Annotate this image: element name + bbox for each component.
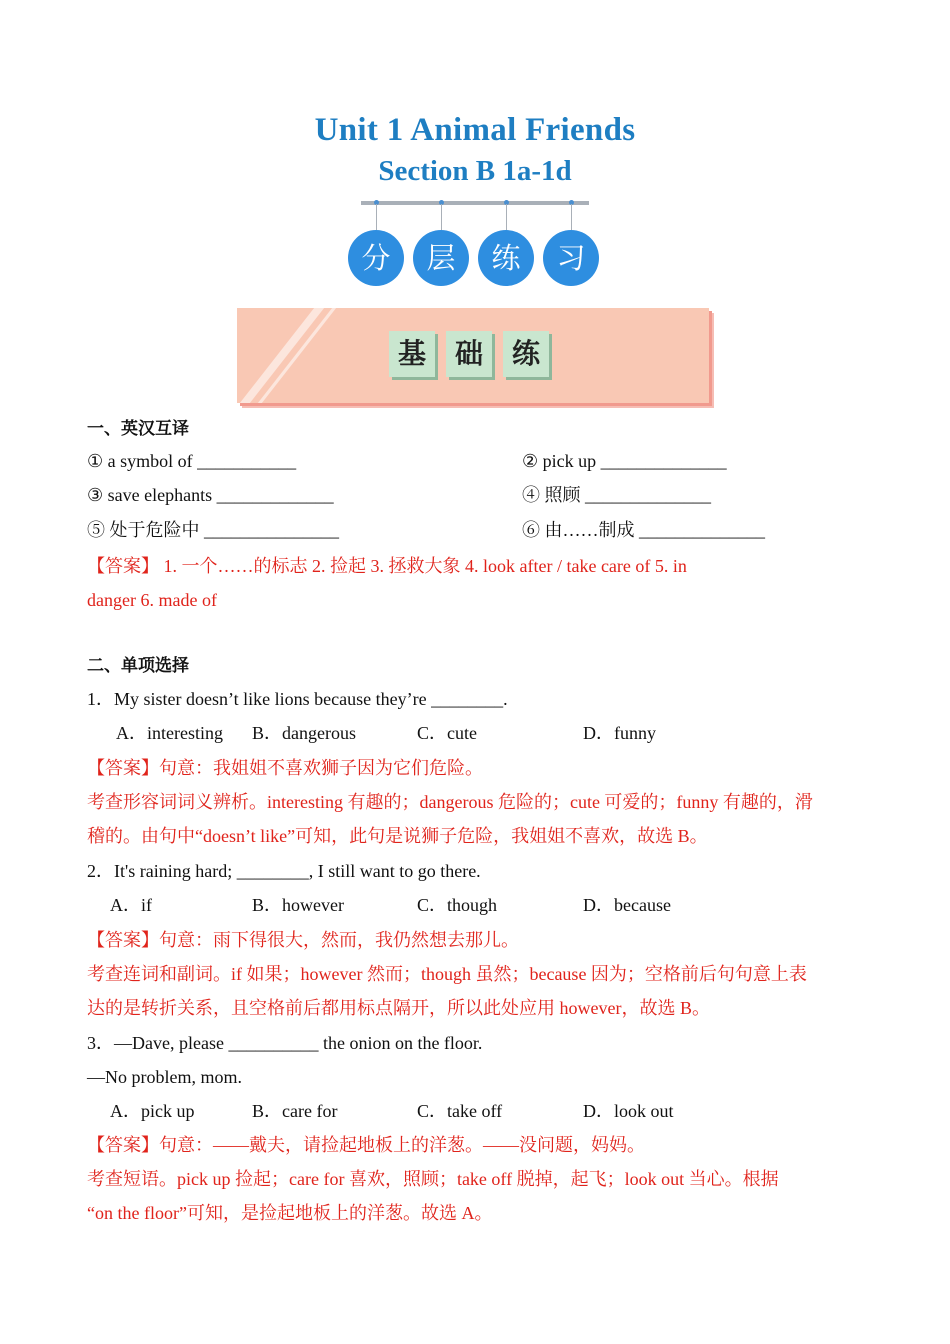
banner-stripe [258,308,336,403]
translation-item: ④ 照顾 ______________ [522,485,711,505]
answer-line: 【答案】句意：我姐姐不喜欢狮子因为它们危险。 [87,758,483,778]
translation-item: ⑤ 处于危险中 _______________ [87,520,339,540]
page-subtitle: Section B 1a-1d [378,155,572,187]
option-c: C．though [417,895,498,915]
hanger-string [441,204,442,230]
translation-item: ① a symbol of ___________ [87,451,297,471]
option-b: B．however [252,895,344,915]
translation-item: ② pick up ______________ [522,451,727,471]
banner-char: 础 [446,331,492,377]
answer-line: 【答案】 1. 一个……的标志 2. 捡起 3. 拯救大象 4. look after / take care of 5. in [87,556,687,576]
page-title: Unit 1 Animal Friends [314,112,636,148]
option-c: C．cute [417,723,477,743]
option-d: D．because [583,895,671,915]
answer-line: danger 6. made of [87,590,217,610]
option-a: A．pick up [110,1101,195,1121]
hanger-string [571,204,572,230]
explanation-line: 考查形容词词义辨析。interesting 有趣的；dangerous 危险的；cute 可爱的；funny 有趣的，滑 [87,792,813,812]
option-a: A．interesting [116,723,223,743]
option-d: D．look out [583,1101,674,1121]
option-c: C．take off [417,1101,503,1121]
translation-item: ⑥ 由……制成 ______________ [522,520,765,540]
section-heading: 二、单项选择 [87,656,189,676]
hanger-bar [361,201,589,205]
badge-char: 分 [348,230,404,286]
badge-char: 习 [543,230,599,286]
badge-char: 练 [478,230,534,286]
banner-char: 练 [503,331,549,377]
hanger-string [506,204,507,230]
option-b: B．dangerous [252,723,356,743]
explanation-line: 考查连词和副词。if 如果；however 然而；though 虽然；because 因为；空格前后句句意上表 [87,964,807,984]
translation-item: ③ save elephants _____________ [87,485,334,505]
answer-line: 【答案】句意：——戴夫，请捡起地板上的洋葱。——没问题，妈妈。 [87,1135,645,1155]
option-a: A．if [110,895,152,915]
question-stem: 2．It's raining hard; ________, I still want to go there. [87,861,481,881]
section-heading: 一、英汉互译 [87,419,189,439]
answer-line: 【答案】句意：雨下得很大，然而，我仍然想去那儿。 [87,930,519,950]
question-stem-reply: —No problem, mom. [87,1067,242,1087]
badge-char: 层 [413,230,469,286]
question-stem: 1．My sister doesn’t like lions because they’re ________. [87,689,508,709]
explanation-line: 达的是转折关系，且空格前后都用标点隔开，所以此处应用 however，故选 B。 [87,998,710,1018]
explanation-line: 稽的。由句中“doesn’t like”可知，此句是说狮子危险，我姐姐不喜欢，故选 B。 [87,826,708,846]
option-b: B．care for [252,1101,338,1121]
explanation-line: “on the floor”可知，是捡起地板上的洋葱。故选 A。 [87,1203,493,1223]
banner-stripe [240,308,324,403]
explanation-line: 考查短语。pick up 捡起；care for 喜欢，照顾；take off 脱掉，起飞；look out 当心。根据 [87,1169,779,1189]
question-stem: 3．—Dave, please __________ the onion on the floor. [87,1033,483,1053]
hanger-string [376,204,377,230]
banner-char: 基 [389,331,435,377]
option-d: D．funny [583,723,656,743]
